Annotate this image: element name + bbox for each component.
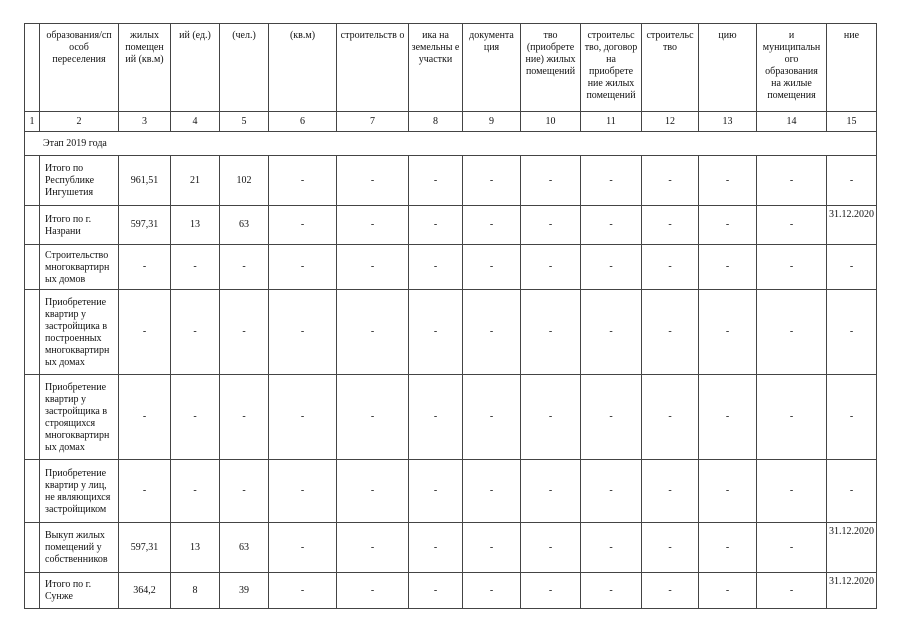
table-cell: 63 [220, 206, 269, 245]
table-cell: - [337, 245, 409, 290]
table-cell: - [521, 156, 581, 206]
table-cell: - [463, 245, 521, 290]
row-number-cell [25, 375, 40, 460]
column-number: 13 [699, 112, 757, 132]
table-cell: - [337, 573, 409, 609]
table-cell: - [757, 375, 827, 460]
table-cell: - [337, 156, 409, 206]
table-row [25, 245, 877, 290]
table-cell: - [409, 375, 463, 460]
row-name: Приобретение квартир у застройщика в строящихся многоквартирных домах [40, 375, 119, 460]
table-cell: - [463, 206, 521, 245]
table-cell: - [581, 523, 642, 573]
column-number: 7 [337, 112, 409, 132]
table-cell: - [757, 156, 827, 206]
column-number: 5 [220, 112, 269, 132]
row-number-cell [25, 460, 40, 523]
table-cell: - [463, 523, 521, 573]
table-cell: - [521, 290, 581, 375]
table-row [25, 290, 877, 375]
table-cell: - [337, 290, 409, 375]
table-row [25, 156, 877, 206]
table-cell: - [699, 460, 757, 523]
table-cell: - [757, 290, 827, 375]
table-cell: - [269, 523, 337, 573]
table-cell: - [642, 523, 699, 573]
table-cell: - [269, 245, 337, 290]
row-number-cell [25, 290, 40, 375]
table-cell: - [269, 206, 337, 245]
row-name: Итого по г. Сунже [40, 573, 119, 609]
column-number: 3 [119, 112, 171, 132]
table-cell: - [463, 156, 521, 206]
table-cell: - [463, 573, 521, 609]
row-name: Итого по г. Назрани [40, 206, 119, 245]
table-cell: - [337, 460, 409, 523]
table-cell: - [220, 375, 269, 460]
table-cell: - [757, 206, 827, 245]
table-cell: - [757, 245, 827, 290]
table-cell: - [337, 523, 409, 573]
table-cell: - [521, 206, 581, 245]
column-number-row [25, 112, 877, 132]
header-cell: цию [699, 24, 757, 112]
header-cell: строительств о [337, 24, 409, 112]
table-cell: 31.12.2020 [827, 523, 877, 573]
row-name: Приобретение квартир у застройщика в построенных многоквартирных домах [40, 290, 119, 375]
header-cell: строительс тво, договор на приобрете ние жилых помещений [581, 24, 642, 112]
table-cell: - [757, 460, 827, 523]
column-number: 10 [521, 112, 581, 132]
table-cell: - [521, 573, 581, 609]
row-name: Приобретение квартир у лиц, не являющихся застройщиком [40, 460, 119, 523]
table-cell: - [119, 375, 171, 460]
table-cell: - [642, 245, 699, 290]
table-cell: - [521, 460, 581, 523]
row-name: Итого по Республике Ингушетия [40, 156, 119, 206]
table-cell: - [409, 573, 463, 609]
header-cell: документа ция [463, 24, 521, 112]
table-cell: - [581, 206, 642, 245]
header-cell: жилых помещен ий (кв.м) [119, 24, 171, 112]
resettlement-table [24, 23, 877, 609]
table-cell: 597,31 [119, 206, 171, 245]
table-cell: - [757, 573, 827, 609]
table-cell: 21 [171, 156, 220, 206]
table-cell: 13 [171, 206, 220, 245]
table-cell: - [642, 156, 699, 206]
table-cell: - [220, 245, 269, 290]
table-cell: - [699, 290, 757, 375]
table-cell: - [827, 245, 877, 290]
table-cell: - [642, 206, 699, 245]
table-cell: - [171, 460, 220, 523]
row-number-cell [25, 523, 40, 573]
table-cell: - [409, 156, 463, 206]
header-row [25, 24, 877, 112]
column-number: 12 [642, 112, 699, 132]
table-cell: - [699, 245, 757, 290]
table-row [25, 375, 877, 460]
row-number-cell [25, 245, 40, 290]
table-cell: - [171, 375, 220, 460]
table-cell: - [642, 375, 699, 460]
table-row [25, 206, 877, 245]
table-cell: 364,2 [119, 573, 171, 609]
table-cell: 31.12.2020 [827, 206, 877, 245]
table-cell: - [699, 523, 757, 573]
row-name: Строительство многоквартирных домов [40, 245, 119, 290]
header-cell: образования/сп особ переселения [40, 24, 119, 112]
column-number: 1 [25, 112, 40, 132]
header-cell: тво (приобрете ние) жилых помещений [521, 24, 581, 112]
table-cell: - [119, 245, 171, 290]
table-cell: - [171, 290, 220, 375]
table-cell: - [409, 206, 463, 245]
table-cell: - [409, 245, 463, 290]
table-cell: - [220, 460, 269, 523]
table-cell: 961,51 [119, 156, 171, 206]
table-cell: 39 [220, 573, 269, 609]
stage-row [25, 132, 877, 156]
table-cell: - [119, 460, 171, 523]
table-cell: - [827, 290, 877, 375]
table-cell: - [581, 156, 642, 206]
table-cell: - [521, 375, 581, 460]
table-cell: - [699, 206, 757, 245]
table-cell: - [463, 290, 521, 375]
table-cell: - [699, 156, 757, 206]
table-cell: - [642, 290, 699, 375]
table-cell: 31.12.2020 [827, 573, 877, 609]
header-cell: (чел.) [220, 24, 269, 112]
column-number: 2 [40, 112, 119, 132]
column-number: 8 [409, 112, 463, 132]
table-cell: - [220, 290, 269, 375]
table-cell: 63 [220, 523, 269, 573]
table-cell: - [119, 290, 171, 375]
table-cell: - [409, 523, 463, 573]
row-number-cell [25, 206, 40, 245]
table-cell: - [463, 460, 521, 523]
row-name: Выкуп жилых помещений у собственников [40, 523, 119, 573]
table-cell: 597,31 [119, 523, 171, 573]
table-cell: - [581, 290, 642, 375]
table-cell: - [581, 573, 642, 609]
table-cell: - [269, 156, 337, 206]
table-cell: - [521, 523, 581, 573]
table-cell: 8 [171, 573, 220, 609]
table-cell: - [337, 375, 409, 460]
table-cell: - [827, 460, 877, 523]
table-cell: - [757, 523, 827, 573]
table-cell: - [699, 573, 757, 609]
table-cell: - [581, 245, 642, 290]
table-cell: - [269, 375, 337, 460]
table-cell: - [269, 573, 337, 609]
table-cell: - [171, 245, 220, 290]
header-cell: и муниципальн ого образования на жилые помещения [757, 24, 827, 112]
column-number: 6 [269, 112, 337, 132]
table-cell: - [581, 375, 642, 460]
row-number-cell [25, 573, 40, 609]
table-cell: - [827, 156, 877, 206]
column-number: 11 [581, 112, 642, 132]
table-cell: - [269, 460, 337, 523]
table-cell: - [642, 573, 699, 609]
table-cell: 102 [220, 156, 269, 206]
header-cell: строительс тво [642, 24, 699, 112]
column-number: 4 [171, 112, 220, 132]
table-cell: - [699, 375, 757, 460]
table-row [25, 523, 877, 573]
header-cell: (кв.м) [269, 24, 337, 112]
table-row [25, 460, 877, 523]
table-cell: - [337, 206, 409, 245]
table-cell: - [409, 460, 463, 523]
table-cell: - [269, 290, 337, 375]
table-cell: - [827, 375, 877, 460]
table-cell: - [581, 460, 642, 523]
column-number: 14 [757, 112, 827, 132]
table-cell: - [463, 375, 521, 460]
table-cell: - [642, 460, 699, 523]
table-cell: - [409, 290, 463, 375]
header-cell: ние [827, 24, 877, 112]
column-number: 9 [463, 112, 521, 132]
table-row [25, 573, 877, 609]
header-cell: ика на земельны е участки [409, 24, 463, 112]
header-cell [25, 24, 40, 112]
header-cell: ий (ед.) [171, 24, 220, 112]
stage-label: Этап 2019 года [25, 132, 877, 156]
table-cell: - [521, 245, 581, 290]
row-number-cell [25, 156, 40, 206]
column-number: 15 [827, 112, 877, 132]
table-cell: 13 [171, 523, 220, 573]
